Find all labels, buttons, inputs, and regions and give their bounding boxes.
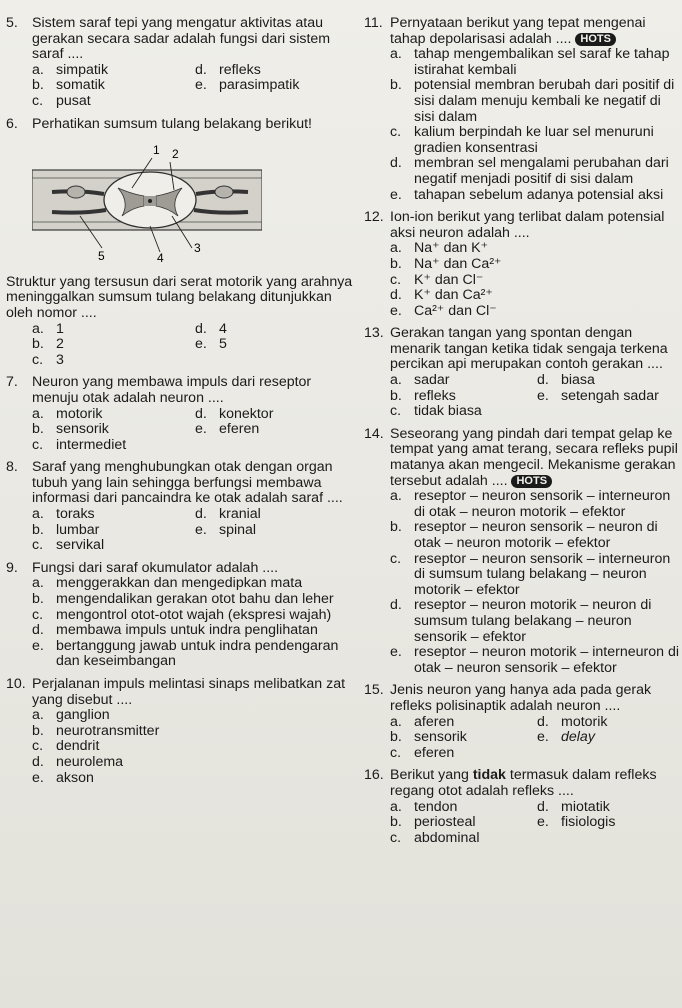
question-stem: Berikut yang tidak termasuk dalam refleks regang otot adalah refleks ....	[390, 767, 657, 799]
question-stem: Seseorang yang pindah dari tempat gelap ke tempat yang amat terang, secara refleks pupil matanya akan mengecil. Mekanisme gerakan tersebut adalah ....	[390, 425, 678, 489]
question-5	[6, 16, 354, 110]
option-b[interactable]: b. mengendalikan gerakan otot bahu dan leher	[32, 591, 334, 608]
option-a[interactable]: a. menggerakkan dan mengedipkan mata	[32, 575, 303, 592]
option-b[interactable]: b. somatik	[32, 77, 105, 94]
answer-options	[6, 407, 354, 454]
question-stem: Fungsi dari saraf okumulator adalah ....	[32, 559, 279, 576]
option-c[interactable]: c. tidak biasa	[390, 403, 482, 420]
option-a[interactable]: a. Na⁺ dan K⁺	[390, 240, 489, 257]
figure-label-3: 3	[194, 241, 201, 256]
option-c[interactable]: c. reseptor – neuron sensorik – interneuron di sumsum tulang belakang – neuron motorik – efektor	[390, 550, 671, 598]
option-b[interactable]: b. neurotransmitter	[32, 722, 160, 739]
question-15	[364, 683, 680, 761]
question-number: 15.	[364, 682, 384, 699]
question-stem: Perjalanan impuls melintasi sinaps melibatkan zat yang disebut ....	[32, 676, 346, 708]
option-d[interactable]: d. 4	[195, 320, 227, 337]
option-d[interactable]: d. motorik	[537, 713, 608, 730]
option-a[interactable]: a. 1	[32, 320, 64, 337]
figure-label-2: 2	[172, 147, 179, 162]
answer-options	[6, 322, 354, 369]
option-e[interactable]: e. reseptor – neuron motorik – interneuron di otak – neuron sensorik – efektor	[390, 644, 679, 676]
question-10	[6, 677, 354, 786]
option-b[interactable]: b. periosteal	[390, 814, 476, 831]
option-a[interactable]: a. toraks	[32, 506, 95, 523]
figure-label-1: 1	[153, 143, 160, 158]
answer-options	[6, 507, 354, 554]
option-a[interactable]: a. ganglion	[32, 707, 110, 724]
left-column	[6, 16, 354, 793]
option-d[interactable]: d. reseptor – neuron motorik – neuron di sumsum tulang belakang – neuron sensorik – efektor	[390, 597, 652, 645]
answer-options	[364, 47, 680, 203]
question-number: 5.	[6, 15, 18, 31]
question-number: 10.	[6, 676, 26, 692]
option-c[interactable]: c. mengontrol otot-otot wajah (ekspresi wajah)	[32, 606, 332, 623]
question-stem: Ion-ion berikut yang terlibat dalam potensial aksi neuron adalah ....	[390, 209, 665, 241]
option-e[interactable]: e. bertanggung jawab untuk indra pendengaran dan keseimbangan	[32, 637, 339, 670]
question-6	[6, 117, 354, 369]
question-stem: Sistem saraf tepi yang mengatur aktivitas atau gerakan secara sadar adalah fungsi dari sistem saraf ....	[32, 15, 331, 63]
option-b[interactable]: b. sensorik	[32, 421, 109, 438]
question-number: 7.	[6, 374, 18, 391]
question-number: 12.	[364, 209, 384, 226]
hots-badge: HOTS	[511, 475, 552, 488]
option-d[interactable]: d. membawa impuls untuk indra penglihatan	[32, 622, 318, 639]
option-a[interactable]: a. sadar	[390, 372, 450, 389]
question-12	[364, 210, 680, 319]
answer-options	[364, 800, 680, 847]
option-e[interactable]: e. tahapan sebelum adanya potensial aksi	[390, 186, 664, 203]
question-stem: Pernyataan berikut yang tepat mengenai tahap depolarisasi adalah ....	[390, 15, 646, 47]
answer-options	[364, 241, 680, 319]
option-a[interactable]: a. simpatik	[32, 61, 109, 78]
option-e[interactable]: e. parasimpatik	[195, 77, 300, 94]
option-c[interactable]: c. K⁺ dan Cl⁻	[390, 271, 484, 288]
right-column	[364, 16, 680, 853]
answer-options	[364, 489, 680, 676]
question-stem: Neuron yang membawa impuls dari reseptor menuju otak adalah neuron ....	[32, 374, 312, 406]
option-d[interactable]: d. K⁺ dan Ca²⁺	[390, 287, 493, 304]
question-16	[364, 768, 680, 846]
option-c[interactable]: c. 3	[32, 351, 64, 368]
option-a[interactable]: a. tahap mengembalikan sel saraf ke tahap istirahat kembali	[390, 46, 670, 78]
option-d[interactable]: d. biasa	[537, 372, 595, 389]
question-number: 6.	[6, 115, 18, 132]
option-d[interactable]: d. neurolema	[32, 753, 124, 770]
question-stem: Perhatikan sumsum tulang belakang berikut!	[32, 115, 312, 132]
option-b[interactable]: b. 2	[32, 336, 64, 353]
question-11	[364, 16, 680, 203]
option-d[interactable]: d. kranial	[195, 506, 261, 523]
answer-options	[6, 708, 354, 786]
answer-options	[6, 63, 354, 110]
option-c[interactable]: c. intermediet	[32, 436, 127, 453]
option-c[interactable]: c. eferen	[390, 744, 455, 761]
option-c[interactable]: c. abdominal	[390, 829, 480, 846]
option-b[interactable]: b. lumbar	[32, 521, 100, 538]
question-number: 13.	[364, 325, 384, 342]
option-e[interactable]: e. Ca²⁺ dan Cl⁻	[390, 302, 497, 319]
central-canal	[148, 199, 152, 203]
question-stem: Saraf yang menghubungkan otak dengan organ tubuh yang lain sehingga berfungsi membawa informasi dari pancaindra ke otak adalah saraf ....	[32, 459, 343, 507]
figure-label-4: 4	[157, 251, 164, 265]
option-e[interactable]: e. eferen	[195, 421, 260, 438]
spinal-cord-diagram	[32, 136, 262, 264]
option-c[interactable]: c. dendrit	[32, 738, 100, 755]
question-number: 11.	[364, 15, 383, 31]
figure-label-5: 5	[98, 249, 105, 264]
option-a[interactable]: a. reseptor – neuron sensorik – interneuron di otak – neuron motorik – efektor	[390, 488, 671, 520]
option-b[interactable]: b. Na⁺ dan Ca²⁺	[390, 255, 502, 272]
question-prompt: Struktur yang tersusun dari serat motorik yang arahnya meninggalkan sumsum tulang belakang ditunjukkan oleh nomor ....	[6, 273, 353, 321]
option-e[interactable]: e. fisiologis	[537, 814, 616, 831]
option-d[interactable]: d. miotatik	[537, 798, 610, 815]
option-b[interactable]: b. sensorik	[390, 729, 467, 746]
option-c[interactable]: c. servikal	[32, 537, 105, 554]
question-number: 16.	[364, 767, 384, 784]
question-9	[6, 561, 354, 670]
answer-options	[364, 373, 680, 420]
question-number: 9.	[6, 559, 18, 576]
option-e[interactable]: e. setengah sadar	[537, 387, 659, 404]
option-a[interactable]: a. aferen	[390, 713, 455, 730]
question-stem: Gerakan tangan yang spontan dengan menarik tangan ketika tidak sengaja terkena percikan api merupakan contoh gerakan ....	[390, 325, 668, 373]
emphasis-word: tidak	[472, 767, 506, 784]
question-14	[364, 427, 680, 677]
option-b[interactable]: b. reseptor – neuron sensorik – neuron di otak – neuron motorik – efektor	[390, 519, 658, 551]
question-number: 8.	[6, 459, 18, 476]
dorsal-root-ganglion-right	[215, 186, 233, 198]
option-a[interactable]: a. motorik	[32, 405, 103, 422]
hots-badge: HOTS	[575, 33, 616, 46]
option-c[interactable]: c. pusat	[32, 92, 91, 109]
question-7	[6, 375, 354, 453]
question-8	[6, 460, 354, 554]
option-e[interactable]: e. 5	[195, 336, 227, 353]
answer-options	[364, 715, 680, 762]
option-b[interactable]: b. potensial membran berubah dari positif di sisi dalam menuju kembali ke negatif di sisi dalam	[390, 77, 675, 125]
dorsal-root-ganglion	[67, 186, 85, 198]
option-c[interactable]: c. kalium berpindah ke luar sel menuruni gradien konsentrasi	[390, 124, 654, 156]
option-e[interactable]: e. akson	[32, 769, 94, 786]
option-e[interactable]: e. spinal	[195, 521, 257, 538]
question-13	[364, 326, 680, 420]
option-b[interactable]: b. refleks	[390, 387, 456, 404]
question-stem: Jenis neuron yang hanya ada pada gerak refleks polisinaptik adalah neuron ....	[390, 682, 652, 714]
option-d[interactable]: d. membran sel mengalami perubahan dari negatif menjadi positif di sisi dalam	[390, 155, 669, 187]
answer-options	[6, 576, 354, 670]
option-d[interactable]: d. refleks	[195, 61, 261, 78]
option-d[interactable]: d. konektor	[195, 405, 274, 422]
option-e[interactable]: e. delay	[537, 729, 595, 746]
question-number: 14.	[364, 425, 384, 442]
option-a[interactable]: a. tendon	[390, 798, 458, 815]
